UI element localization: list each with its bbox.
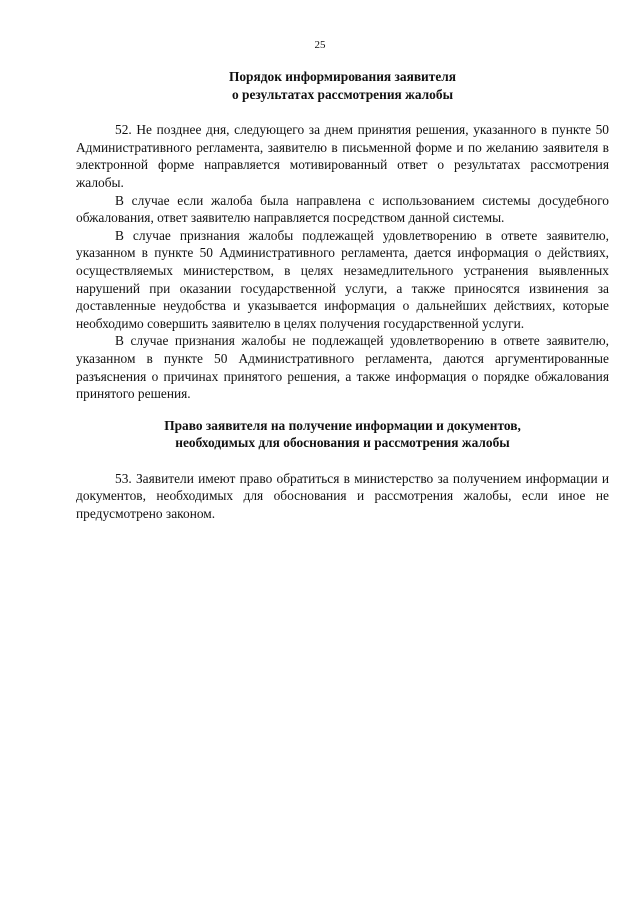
page-number: 25 <box>314 39 326 51</box>
paragraph-complaint-satisfied: В случае признания жалобы подлежащей удовлетворению в ответе заявителю, указанном в пункте 50 Административного регламента, дается информация о действиях, осуществляемых министерством, в целях незамедлительного устранения выявленных нарушений при оказании государственной услуги, а также приносятся извинения за доставленные неудобства и указывается информация о дальнейших действиях, которые необходимо совершить заявителю в целях получения государственной услуги. <box>76 227 609 331</box>
heading-line: Право заявителя на получение информации и документов, <box>164 417 521 433</box>
section-heading-right-to-information <box>76 417 609 452</box>
heading-line: Порядок информирования заявителя <box>228 69 457 84</box>
section-heading-informing <box>76 68 609 103</box>
paragraph-52: 52. Не позднее дня, следующего за днем принятия решения, указанного в пункте 50 Административного регламента, заявителю в письменной форме и по желанию заявителя в электронной форме направляется мотивированный ответ о результатах рассмотрения жалобы. <box>76 122 609 190</box>
paragraph-complaint-rejected: В случае признания жалобы не подлежащей удовлетворению в ответе заявителю, указанном в пункте 50 Административного регламента, даются аргументированные разъяснения о причинах принятого решения, а также информация о порядке обжалования принятого решения. <box>76 333 609 402</box>
document-body <box>76 68 609 523</box>
paragraph-pretrial-system: В случае если жалоба была направлена с использованием системы досудебного обжалования, ответ заявителю направляется посредством данной системы. <box>76 192 609 226</box>
heading-line: о результатах рассмотрения жалобы <box>231 86 454 102</box>
paragraph-53: 53. Заявители имеют право обратиться в министерство за получением информации и документов, необходимых для обоснования и рассмотрения жалобы, если иное не предусмотрено законом. <box>76 470 609 522</box>
heading-line: необходимых для обоснования и рассмотрения жалобы <box>175 435 510 451</box>
